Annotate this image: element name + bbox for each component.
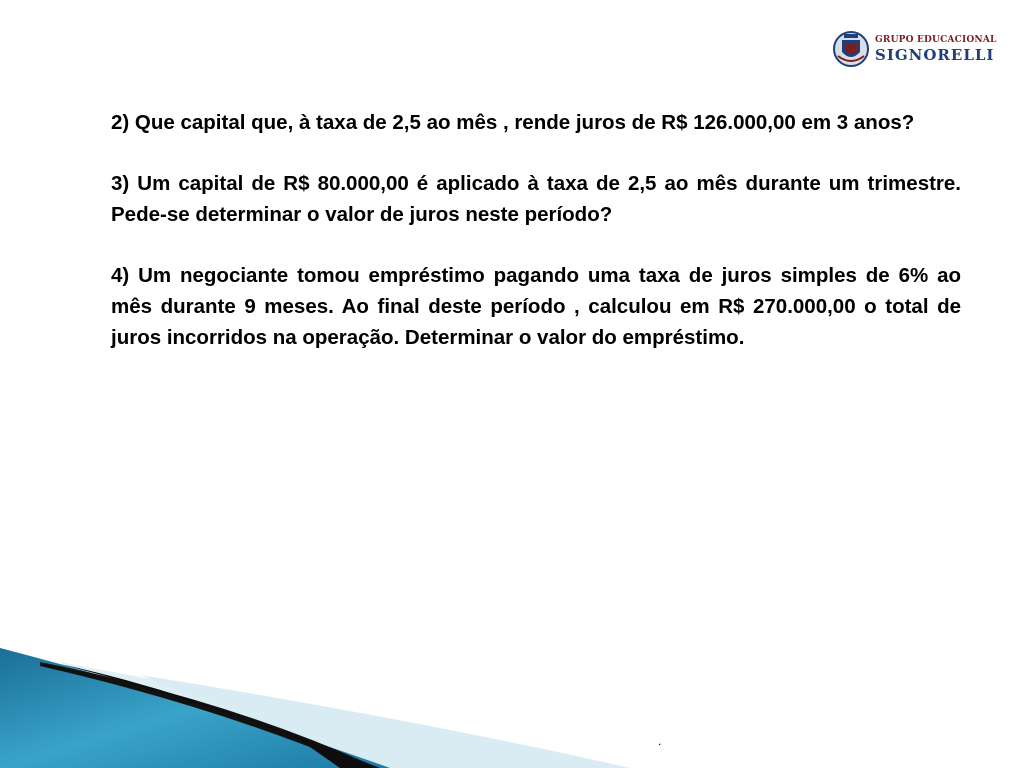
question-2: 2) Que capital que, à taxa de 2,5 ao mês , rende juros de R$ 126.000,00 em 3 anos? xyxy=(111,111,915,134)
light-wave xyxy=(60,662,620,768)
question-3: 3) Um capital de R$ 80.000,00 é aplicado à taxa de 2,5 ao mês durante um trimestre. Pede-se determinar o valor de juros neste período? xyxy=(111,172,961,226)
footer-mark: . xyxy=(658,734,662,748)
black-wave xyxy=(40,662,378,768)
question-list xyxy=(111,107,961,383)
question-4: 4) Um negociante tomou empréstimo pagando uma taxa de juros simples de 6% ao mês durante 9 meses. Ao final deste período , calculou em R$ 270.000,00 o total de juros incorridos na operação. Determinar o valor do empréstimo. xyxy=(111,264,961,349)
crest-icon xyxy=(832,28,870,70)
logo-subtitle: GRUPO EDUCACIONAL xyxy=(875,34,997,45)
blue-wave xyxy=(0,648,390,768)
logo-title: SIGNORELLI xyxy=(875,45,995,64)
signorelli-logo xyxy=(832,27,997,71)
